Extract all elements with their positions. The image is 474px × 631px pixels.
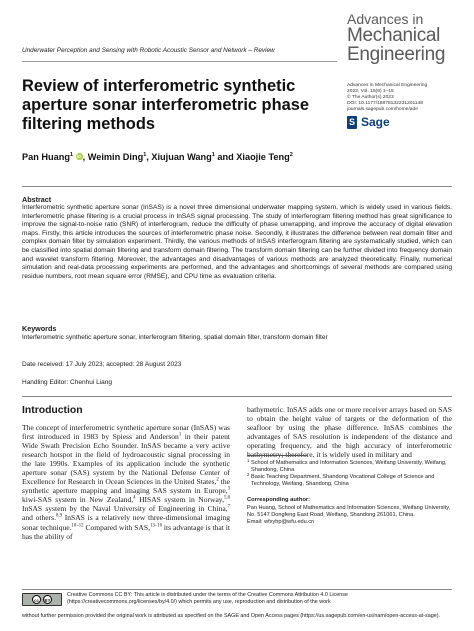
author-name[interactable]: Weimin Ding: [87, 152, 144, 162]
introduction-column-left: The concept of interferometric synthetic aperture sonar (InSAS) was first introduced in 1983 by Spiess and Anderson$^1$ in their patent Wide Swath Precision Echo Sounder. InSAS became a very active research hotspot in the field of hydroacoustic signal processing in the late 1990s. Examples of its application include the synthetic aperture sonar (SAS) system by the National Defense Center of Excellence for Research in Ocean Sciences in the United States,$^2$ the synthetic aperture mapping and imaging SAS system in Europe,$^3$ kiwi-SAS system in New Zealand,$^4$ HISAS system in Norway,$^{5,6}$ InSAS system by the Naval University of Engineering in China,$^7$ and others.$^{8,9}$ InSAS is a relatively new three-dimensional imaging sonar technique.$^{10-12}$ Compared with SAS,$^{13-16}$ its advantage is that it has the ability of: [22, 423, 231, 541]
author-affiliation-mark: 2: [289, 151, 293, 158]
running-head: Underwater Perception and Sensing with Robotic Acoustic Sensor and Network – Review: [22, 47, 275, 54]
citation-ref[interactable]: 5,6: [223, 495, 230, 501]
journal-meta-volume: 2023, Vol. 15(9) 1–15: [347, 89, 394, 95]
abstract-text: Interferometric synthetic aperture sonar (InSAS) is a novel three dimensional underwater mapping system, which is widely used in various fields. Interferometric phase filtering is a crucial process in InSAS signal processing. The study of interferogram filtering method has great significance to improve the signal-to-noise ratio (SNR) of interferogram, reduce the difficulty of phase unwrapping, and improve the accuracy of digital elevation maps. Firstly, this article introduces the sources of interferometric phase noise. Secondly, it illustrates the difference between real domain filter and complex domain filter by simulation experiment. Thirdly, the various methods of InSAS interferogram filtering are systematically studied, which can be classified into spatial domain filtering and transform domain filtering. The transform domain filtering can be further divided into frequency domain and wavelet transform filtering. Moreover, the advantages and disadvantages of various methods are analyzed theoretically. Finally, numerical simulation and real-data processing experiments are performed, and the advantages and shortcomings of several methods are compared using residue numbers, root mean square error (RMSE), and CPU time as evaluation criteria.: [22, 204, 452, 280]
footnote-divider: [247, 455, 307, 456]
citation-ref[interactable]: 7: [227, 504, 230, 510]
abstract-heading: Abstract: [22, 195, 52, 204]
citation-ref[interactable]: 1: [178, 432, 182, 438]
citation-ref[interactable]: 8,9: [55, 513, 62, 519]
citation-ref[interactable]: 3: [227, 486, 230, 492]
journal-meta-copyright: © The Author(s) 2023: [347, 95, 394, 101]
article-title: Review of interferometric synthetic aperture sonar interferometric phase filtering methods: [22, 77, 309, 133]
dates-received: Date received: 17 July 2023; accepted: 28 August 2023: [22, 361, 182, 368]
affiliation-text: School of Mathematics and Information Sciences, Weifang University, Weifang, Shandong, China: [251, 460, 447, 473]
abstract-divider: [22, 396, 452, 397]
introduction-column-right: bathymetric. InSAS adds one or more receiver arrays based on SAS to obtain the height value of targets or the deformation of the seafloor by using the phase difference. InSAS combines the advantages of SAS resolution is independent of the distance and operating frequency, and the high accuracy of interferometric bathymetry; therefore, it is widely used in military and: [247, 405, 452, 460]
header-divider: [22, 61, 337, 62]
affiliation: [247, 474, 452, 488]
license-divider: [22, 589, 452, 590]
orcid-icon[interactable]: iD: [76, 154, 82, 159]
journal-logo-line: Mechanical: [347, 25, 441, 46]
sage-icon: S: [348, 117, 355, 127]
author-affiliation-mark: 1: [211, 151, 215, 158]
affiliation-text: Basic Teaching Department, Shandong Vocational College of Science and Technology, Weifang, Shandong, China: [251, 474, 435, 487]
keywords-heading: Keywords: [22, 324, 57, 333]
corresponding-author-address: Pan Huang, School of Mathematics and Information Sciences, Weifang University, No. 5147 Dongfeng East Road, Weifang, Shandong 261061, China.: [247, 505, 451, 518]
license-text-continued: without further permission provided the original work is attributed as specified on the SAGE and Open Access pages (https://us.sagepub.com/en-us/nam/open-access-at-sage).: [22, 613, 440, 619]
author-name[interactable]: Xiaojie Teng: [236, 152, 290, 162]
journal-logo: [347, 12, 469, 64]
handling-editor: Handling Editor: Chenhui Liang: [22, 379, 112, 386]
author-name[interactable]: Pan Huang: [22, 152, 70, 162]
citation-ref[interactable]: 4: [133, 495, 136, 501]
author-affiliation-mark: 1: [69, 151, 74, 158]
author-name[interactable]: Xiujuan Wang: [151, 152, 212, 162]
citation-ref[interactable]: 2: [216, 477, 219, 483]
by-icon: BY: [43, 595, 52, 604]
affiliation-number: 2: [247, 472, 250, 477]
author-affiliation-mark: 1: [143, 151, 147, 158]
journal-meta-homepage[interactable]: journals.sagepub.com/home/ade: [347, 107, 418, 113]
corresponding-author-heading: Corresponding author:: [247, 497, 311, 503]
keywords-text: Interferometric synthetic aperture sonar, interferogram filtering, spatial domain filter, transform domain filter: [22, 334, 328, 341]
author-list: Pan Huang$^1$ iD, Weimin Ding$^1$, Xiujuan Wang$^1$ and Xiaojie Teng$^2$: [22, 151, 293, 162]
journal-logo-line: Engineering: [347, 44, 446, 65]
journal-meta: [347, 83, 469, 113]
citation-ref[interactable]: 10–12: [71, 523, 84, 528]
cc-icon: cc: [32, 595, 41, 604]
affiliations: [247, 460, 452, 488]
corresponding-author-email[interactable]: Email: wfxyhp@wfu.edu.cn: [247, 519, 315, 525]
cc-by-icon[interactable]: [22, 593, 62, 606]
affiliation-number: 1: [247, 458, 250, 463]
authors-divider: [22, 186, 452, 187]
affiliation: [247, 460, 452, 474]
publisher-name: Sage: [361, 115, 390, 129]
license-text: Creative Commons CC BY: This article is distributed under the terms of the Creative Commons Attribution 4.0 License (https://creativecommons.org/licenses/by/4.0/) which permits any use, reproduction and distribution of the work: [67, 592, 348, 605]
introduction-heading: Introduction: [22, 405, 83, 416]
journal-meta-name: Advances in Mechanical Engineering: [347, 83, 428, 88]
citation-ref[interactable]: 13–16: [149, 523, 162, 528]
journal-meta-doi[interactable]: DOI: 10.1177/16878132231201148: [347, 101, 423, 107]
corresponding-author: [247, 505, 452, 526]
journal-logo-line: Advances in: [347, 11, 424, 27]
publisher-logo: [347, 115, 390, 129]
